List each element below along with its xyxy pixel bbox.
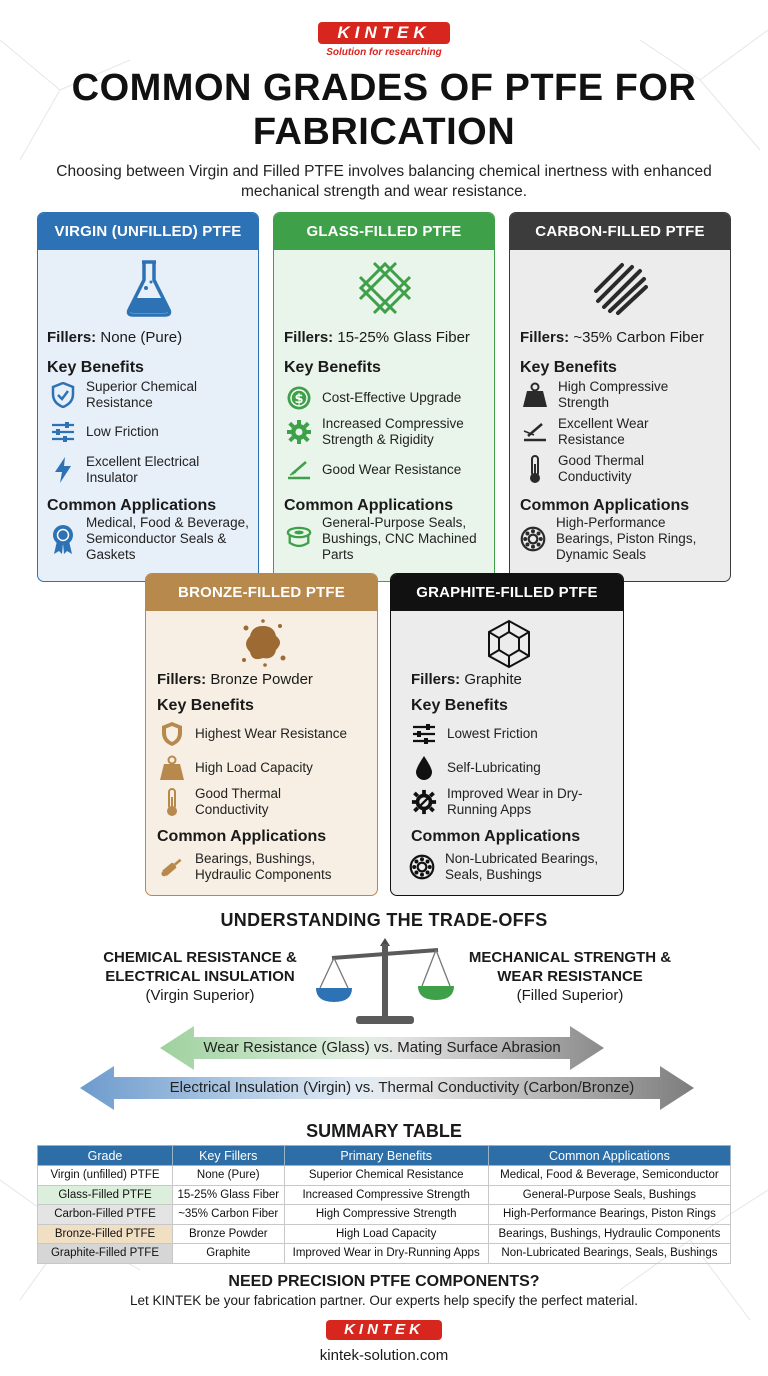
col-key-fillers: Key Fillers bbox=[173, 1146, 285, 1166]
graphite-lattice-icon bbox=[483, 618, 535, 670]
summary-title: SUMMARY TABLE bbox=[306, 1121, 462, 1141]
bushing-icon bbox=[286, 526, 312, 552]
virgin-benefits-heading: Key Benefits bbox=[47, 359, 144, 376]
wear-surface-icon bbox=[286, 457, 312, 483]
glass-benefits-heading: Key Benefits bbox=[284, 359, 381, 376]
shield-icon bbox=[159, 721, 185, 747]
kintek-logo: KINTEK bbox=[318, 22, 450, 44]
glass-benefit-3: Good Wear Resistance bbox=[286, 457, 491, 483]
oil-drop-icon bbox=[411, 755, 437, 781]
kintek-logo-footer: KINTEK bbox=[326, 1320, 442, 1340]
card-graphite-title: GRAPHITE-FILLED PTFE bbox=[391, 574, 623, 611]
thermometer-icon bbox=[159, 789, 185, 815]
bronze-benefit-1: Highest Wear Resistance bbox=[159, 721, 374, 747]
carbon-benefit-1: High Compressive Strength bbox=[522, 379, 727, 411]
bearing-icon bbox=[520, 526, 546, 552]
sliders-icon bbox=[411, 721, 437, 747]
glass-apps-heading: Common Applications bbox=[284, 497, 454, 514]
page-subtitle: Choosing between Virgin and Filled PTFE involves balancing chemical inertness with enhanced mechanical strength and wear resistance. bbox=[56, 163, 712, 200]
graphite-apps-heading: Common Applications bbox=[411, 828, 581, 845]
summary-table bbox=[37, 1145, 731, 1264]
carbon-benefits-heading: Key Benefits bbox=[520, 359, 617, 376]
bronze-benefits-heading: Key Benefits bbox=[157, 697, 254, 714]
lightning-icon bbox=[50, 457, 76, 483]
graphite-fillers: Fillers: Graphite bbox=[411, 671, 522, 688]
gear-wrench-icon bbox=[411, 789, 437, 815]
gear-icon bbox=[286, 419, 312, 445]
virgin-fillers: Fillers: None (Pure) bbox=[47, 329, 183, 346]
glass-benefit-1: $ Cost-Effective Upgrade bbox=[286, 385, 491, 411]
graphite-benefit-2: Self-Lubricating bbox=[411, 755, 621, 781]
carbon-fillers: Fillers: ~35% Carbon Fiber bbox=[520, 329, 704, 346]
col-common-applications: Common Applications bbox=[488, 1146, 730, 1166]
hydraulic-cylinder-icon bbox=[159, 854, 185, 880]
table-row: Virgin (unfilled) PTFE None (Pure) Superior Chemical Resistance Medical, Food & Beverage, Semiconductor bbox=[38, 1166, 731, 1186]
graphite-benefits-heading: Key Benefits bbox=[411, 697, 508, 714]
card-glass-ptfe bbox=[273, 212, 495, 582]
card-virgin-ptfe bbox=[37, 212, 259, 582]
card-carbon-title: CARBON-FILLED PTFE bbox=[510, 213, 730, 250]
card-glass-title: GLASS-FILLED PTFE bbox=[274, 213, 494, 250]
bronze-powder-icon bbox=[238, 618, 288, 668]
card-bronze-title: BRONZE-FILLED PTFE bbox=[146, 574, 377, 611]
col-primary-benefits: Primary Benefits bbox=[284, 1146, 488, 1166]
virgin-benefit-3: Excellent Electrical Insulator bbox=[50, 454, 250, 486]
virgin-benefit-1: Superior Chemical Resistance bbox=[50, 379, 250, 411]
glass-fillers: Fillers: 15-25% Glass Fiber bbox=[284, 329, 470, 346]
shield-check-icon bbox=[50, 382, 76, 408]
bronze-apps-heading: Common Applications bbox=[157, 828, 327, 845]
graphite-benefit-1: Lowest Friction bbox=[411, 721, 621, 747]
glass-apps: General-Purpose Seals, Bushings, CNC Machined Parts bbox=[286, 515, 495, 563]
flask-icon bbox=[124, 258, 174, 318]
table-row: Glass-Filled PTFE 15-25% Glass Fiber Increased Compressive Strength General-Purpose Seals, Bushings bbox=[38, 1185, 731, 1205]
bronze-benefit-2: High Load Capacity bbox=[159, 755, 374, 781]
glass-benefit-2: Increased Compressive Strength & Rigidity bbox=[286, 416, 491, 448]
card-carbon-ptfe bbox=[509, 212, 731, 582]
award-ribbon-icon bbox=[50, 526, 76, 552]
table-row: Carbon-Filled PTFE ~35% Carbon Fiber High Compressive Strength High-Performance Bearings, Piston Rings bbox=[38, 1205, 731, 1225]
carbon-benefit-2: Excellent Wear Resistance bbox=[522, 416, 727, 448]
wear-surface-icon bbox=[522, 419, 548, 445]
tradeoff-right: MECHANICAL STRENGTH & WEAR RESISTANCE (Filled Superior) bbox=[468, 949, 672, 1004]
card-bronze-ptfe bbox=[145, 573, 378, 896]
bearing-icon bbox=[409, 854, 435, 880]
tradeoff-left: CHEMICAL RESISTANCE & ELECTRICAL INSULATION (Virgin Superior) bbox=[103, 949, 297, 1004]
virgin-apps: Medical, Food & Beverage, Semiconductor Seals & Gaskets bbox=[50, 515, 259, 563]
thermometer-icon bbox=[522, 456, 548, 482]
virgin-benefit-2: Low Friction bbox=[50, 419, 250, 445]
carbon-apps: High-Performance Bearings, Piston Rings, Dynamic Seals bbox=[520, 515, 731, 563]
bronze-fillers: Fillers: Bronze Powder bbox=[157, 671, 313, 688]
col-grade: Grade bbox=[38, 1146, 173, 1166]
page-title: COMMON GRADES OF PTFE FOR FABRICATION bbox=[71, 67, 697, 153]
carbon-apps-heading: Common Applications bbox=[520, 497, 690, 514]
graphite-apps: Non-Lubricated Bearings, Seals, Bushings bbox=[409, 851, 623, 883]
table-row: Bronze-Filled PTFE Bronze Powder High Load Capacity Bearings, Bushings, Hydraulic Components bbox=[38, 1224, 731, 1244]
carbon-fiber-icon bbox=[592, 261, 650, 317]
bronze-apps: Bearings, Bushings, Hydraulic Components bbox=[159, 851, 374, 883]
graphite-benefit-3: Improved Wear in Dry-Running Apps bbox=[411, 786, 621, 818]
table-row: Graphite-Filled PTFE Graphite Improved Wear in Dry-Running Apps Non-Lubricated Bearings, Seals, Bushings bbox=[38, 1244, 731, 1264]
cta-title: NEED PRECISION PTFE COMPONENTS? bbox=[228, 1273, 540, 1290]
card-graphite-ptfe bbox=[390, 573, 624, 896]
arrow-insulation-label: Electrical Insulation (Virgin) vs. Thermal Conductivity (Carbon/Bronze) bbox=[169, 1079, 635, 1096]
svg-text:$: $ bbox=[294, 392, 304, 407]
balance-scale-icon bbox=[312, 936, 458, 1028]
glass-fiber-weave-icon bbox=[356, 259, 414, 317]
sliders-icon bbox=[50, 419, 76, 445]
dollar-coin-icon bbox=[286, 385, 312, 411]
tradeoffs-title: UNDERSTANDING THE TRADE-OFFS bbox=[220, 910, 548, 930]
arrow-wear-label: Wear Resistance (Glass) vs. Mating Surface Abrasion bbox=[203, 1039, 561, 1056]
bronze-benefit-3: Good Thermal Conductivity bbox=[159, 786, 374, 818]
weight-icon bbox=[522, 382, 548, 408]
carbon-benefit-3: Good Thermal Conductivity bbox=[522, 453, 727, 485]
weight-icon bbox=[159, 755, 185, 781]
virgin-apps-heading: Common Applications bbox=[47, 497, 217, 514]
summary-header-row bbox=[38, 1146, 731, 1166]
cta-text: Let KINTEK be your fabrication partner. Our experts help specify the perfect material. bbox=[130, 1293, 638, 1308]
website-link[interactable]: kintek-solution.com bbox=[319, 1347, 449, 1364]
card-virgin-title: VIRGIN (UNFILLED) PTFE bbox=[38, 213, 258, 250]
logo-tagline: Solution for researching bbox=[326, 47, 442, 58]
